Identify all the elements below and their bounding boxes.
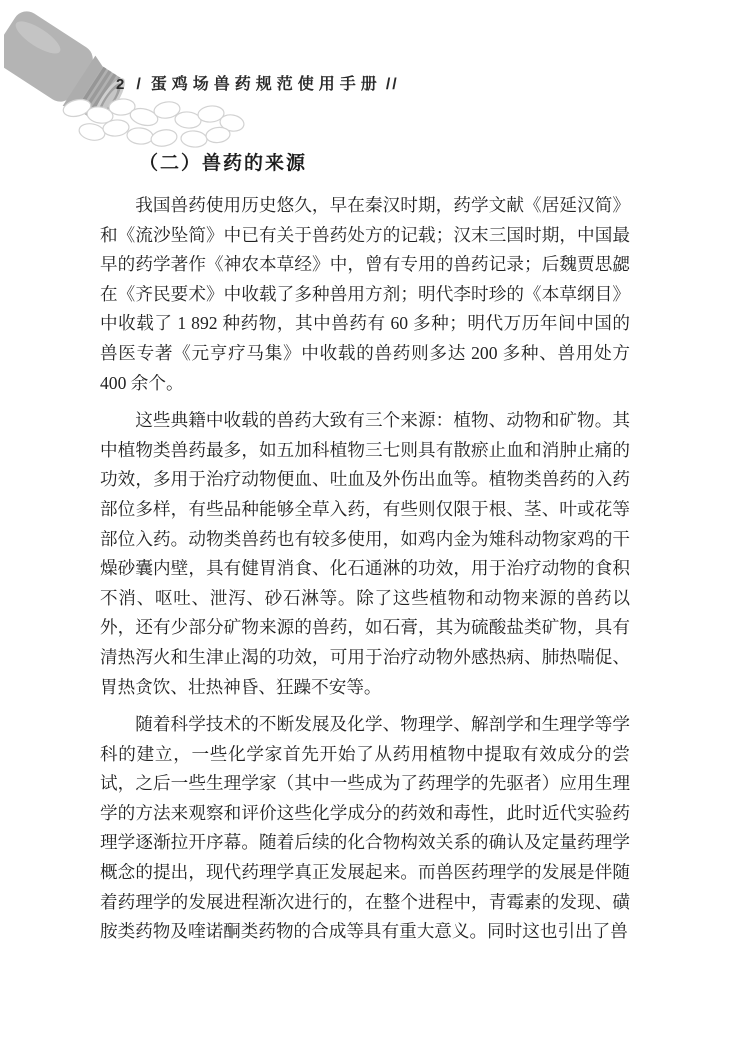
section-heading: （二）兽药的来源 — [139, 153, 308, 174]
spilled-pills-icon — [61, 97, 245, 148]
paragraph-3: 随着科学技术的不断发展及化学、物理学、解剖学和生理学等学科的建立，一些化学家首先开始了从药用植物中提取有效成分的尝试，之后一些生理学家（其中一些成为了药理学的先驱者）应用生理学的方法来观察和评价这些化学成分的药效和毒性，此时近代实验药理学逐渐拉开序幕。随着后续的化合物构效关系的确认及定量药理学概念的提出，现代药理学真正发展起来。而兽医药理学的发展是伴随着药理学的发展进程渐次进行的，在整个进程中，青霉素的发现、磺胺类药物及喹诺酮类药物的合成等具有重大意义。同时这也引出了兽 — [100, 714, 630, 942]
header-separator: / — [136, 76, 141, 93]
body-text — [100, 191, 630, 955]
paragraph-2: 这些典籍中收载的兽药大致有三个来源：植物、动物和矿物。其中植物类兽药最多，如五加科植物三七则具有散瘀止血和消肿止痛的功效，多用于治疗动物便血、吐血及外伤出血等。植物类兽药的入药部位多样，有些品种能够全草入药，有些则仅限于根、茎、叶或花等部位入药。动物类兽药也有较多使用，如鸡内金为雉科动物家鸡的干燥砂囊内壁，具有健胃消食、化石通淋的功效，用于治疗动物的食积不消、呕吐、泄泻、砂石淋等。除了这些植物和动物来源的兽药以外，还有少部分矿物来源的兽药，如石膏，其为硫酸盐类矿物，具有清热泻火和生津止渴的功效，可用于治疗动物外感热病、肺热喘促、胃热贪饮、壮热神昏、狂躁不安等。 — [100, 410, 630, 697]
page-number: 2 — [116, 76, 125, 93]
paragraph-1: 我国兽药使用历史悠久，早在秦汉时期，药学文献《居延汉简》和《流沙坠简》中已有关于兽药处方的记载；汉末三国时期，中国最早的药学著作《神农本草经》中，曾有专用的兽药记录；后魏贾思勰在《齐民要术》中收载了多种兽用方剂；明代李时珍的《本草纲目》中收载了 1 892 种药物，其中兽药有 60 多种；明代万历年间中国的兽医专著《元亨疗马集》中收载的兽药则多达 200 多种、兽用处方 400 余个。 — [100, 195, 630, 393]
book-title: 蛋鸡场兽药规范使用手册 — [150, 76, 382, 93]
running-header — [116, 71, 399, 94]
header-suffix: // — [385, 76, 399, 93]
